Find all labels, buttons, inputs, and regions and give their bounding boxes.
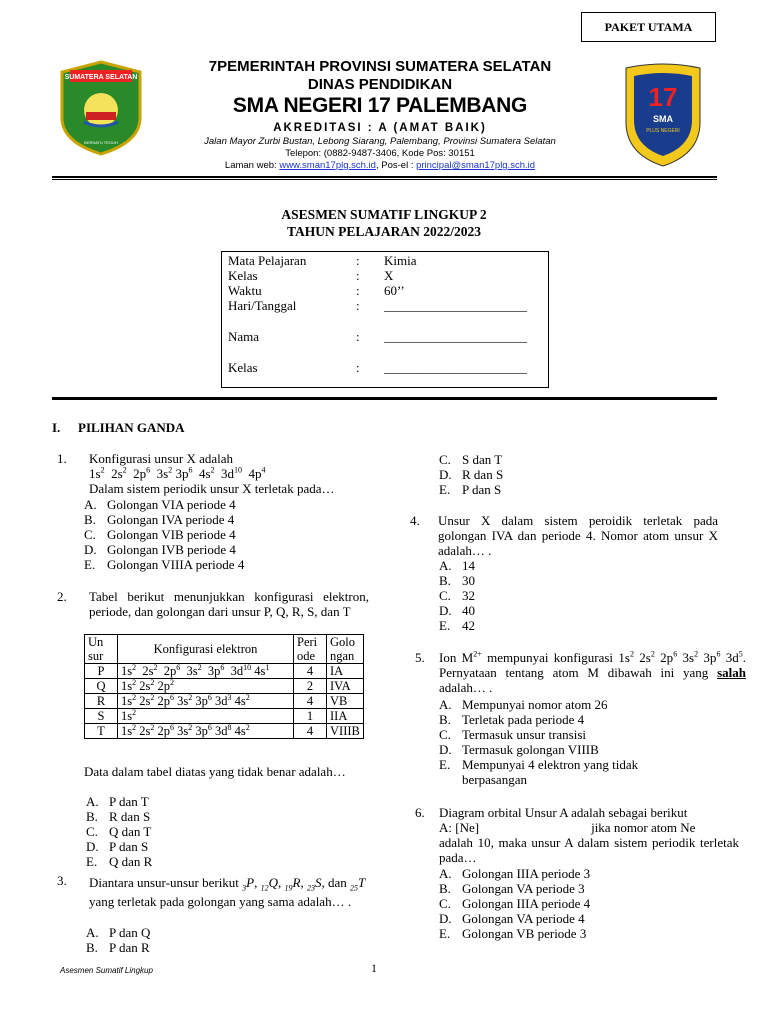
logo-number: 17 bbox=[648, 82, 678, 112]
accreditation: AKREDITASI : A (AMAT BAIK) bbox=[273, 122, 487, 134]
table-row: P $1s^2$ $2s^2$ $2p^6$ $3s^2$ $3p^6$ $3d^{10}$ $4s^1$ 4 IA bbox=[85, 664, 364, 679]
table-row: R $1s^2$ $2s^2$ $2p^6$ $3s^2$ $3p^6$ $3d^3$ $4s^2$ 4 VB bbox=[85, 694, 364, 709]
class-field[interactable]: ______________________ bbox=[384, 360, 527, 375]
q2-after: Data dalam tabel diatas yang tidak benar adalah… bbox=[84, 764, 346, 779]
footer-label: Asesmen Sumatif Lingkup bbox=[60, 966, 153, 975]
table-row: Q $1s^2$ $2s^2$ $2p^2$ 2 IVA bbox=[85, 679, 364, 694]
header-line1: 7PEMERINTAH PROVINSI SUMATERA SELATAN bbox=[208, 58, 552, 75]
province-crest-logo bbox=[60, 60, 142, 156]
crest-text: SUMATERA SELATAN bbox=[64, 74, 138, 81]
contact-line bbox=[160, 160, 600, 171]
header-rule bbox=[52, 176, 717, 178]
exam-title: ASESMEN SUMATIF LINGKUP 2 bbox=[281, 207, 487, 222]
logo-sub: PLUS NEGERI bbox=[646, 128, 680, 134]
mail-label: , Pos-el : bbox=[375, 160, 417, 171]
header-line2: DINAS PENDIDIKAN bbox=[307, 76, 453, 93]
exam-year: TAHUN PELAJARAN 2022/2023 bbox=[286, 224, 481, 239]
web-label: Laman web: bbox=[224, 160, 280, 171]
q6-line2: A: [Ne] jika nomor atom Ne bbox=[439, 820, 696, 835]
school-logo bbox=[622, 62, 704, 170]
section-rule bbox=[52, 397, 717, 400]
name-field[interactable]: ______________________ bbox=[384, 329, 527, 344]
page-number: 1 bbox=[371, 961, 377, 975]
date-field[interactable]: ______________________ bbox=[384, 298, 527, 313]
crest-motto: BERSATU TEGUH bbox=[84, 140, 118, 145]
q6-text3: adalah 10, maka unsur A dalam sistem periodik terletak pada… bbox=[439, 835, 739, 865]
q1-text2: Dalam sistem periodik unsur X terletak pada… bbox=[89, 481, 335, 496]
config-table bbox=[84, 634, 364, 739]
q1-text: Konfigurasi unsur X adalah bbox=[89, 451, 234, 466]
q1-config: $1s^2$ $2s^2$ $2p^6$ $3s^2$ $3p^6$ $4s^2$ $3d^{10}$ $4p^4$ bbox=[89, 465, 266, 481]
q2-text: Tabel berikut menunjukkan konfigurasi elektron, periode, dan golongan dari unsur P, Q, R, S, dan T bbox=[89, 589, 369, 619]
table-row: S $1s^2$ 1 IIA bbox=[85, 709, 364, 724]
web-link[interactable]: www.sman17plg.sch.id bbox=[279, 160, 376, 171]
logo-text: SMA bbox=[653, 114, 673, 124]
q4-text: Unsur X dalam sistem peroidik terletak pada golongan IVA dan periode 4. Nomor atom unsur X adalah… . bbox=[438, 513, 718, 558]
address: Jalan Mayor Zurbi Bustan, Lebong Siarang, Palembang, Provinsi Sumatera Selatan bbox=[204, 136, 556, 147]
table-row: T $1s^2$ $2s^2$ $2p^6$ $3s^2$ $3p^6$ $3d^8$ $4s^2$ 4 VIIIB bbox=[85, 724, 364, 739]
phone: Telepon: (0882-9487-3406, Kode Pos: 30151 bbox=[285, 148, 475, 159]
section-heading: I. PILIHAN GANDA bbox=[52, 420, 185, 435]
identity-box: Mata Pelajaran : Kimia Kelas : X Waktu : 60’’ Hari/Tanggal : ______________________ Nama : ______________________ Kelas : ______________________ bbox=[221, 251, 549, 388]
table-header-row: Un sur Konfigurasi elektron Peri ode Golo ngan bbox=[85, 635, 364, 664]
mail-link[interactable]: principal@sman17plg.sch.id bbox=[416, 160, 536, 171]
header-rule-thin bbox=[52, 179, 717, 180]
school-name: SMA NEGERI 17 PALEMBANG bbox=[232, 94, 528, 117]
q6-text: Diagram orbital Unsur A adalah sebagai berikut bbox=[439, 805, 688, 820]
paket-label: PAKET UTAMA bbox=[581, 12, 716, 42]
